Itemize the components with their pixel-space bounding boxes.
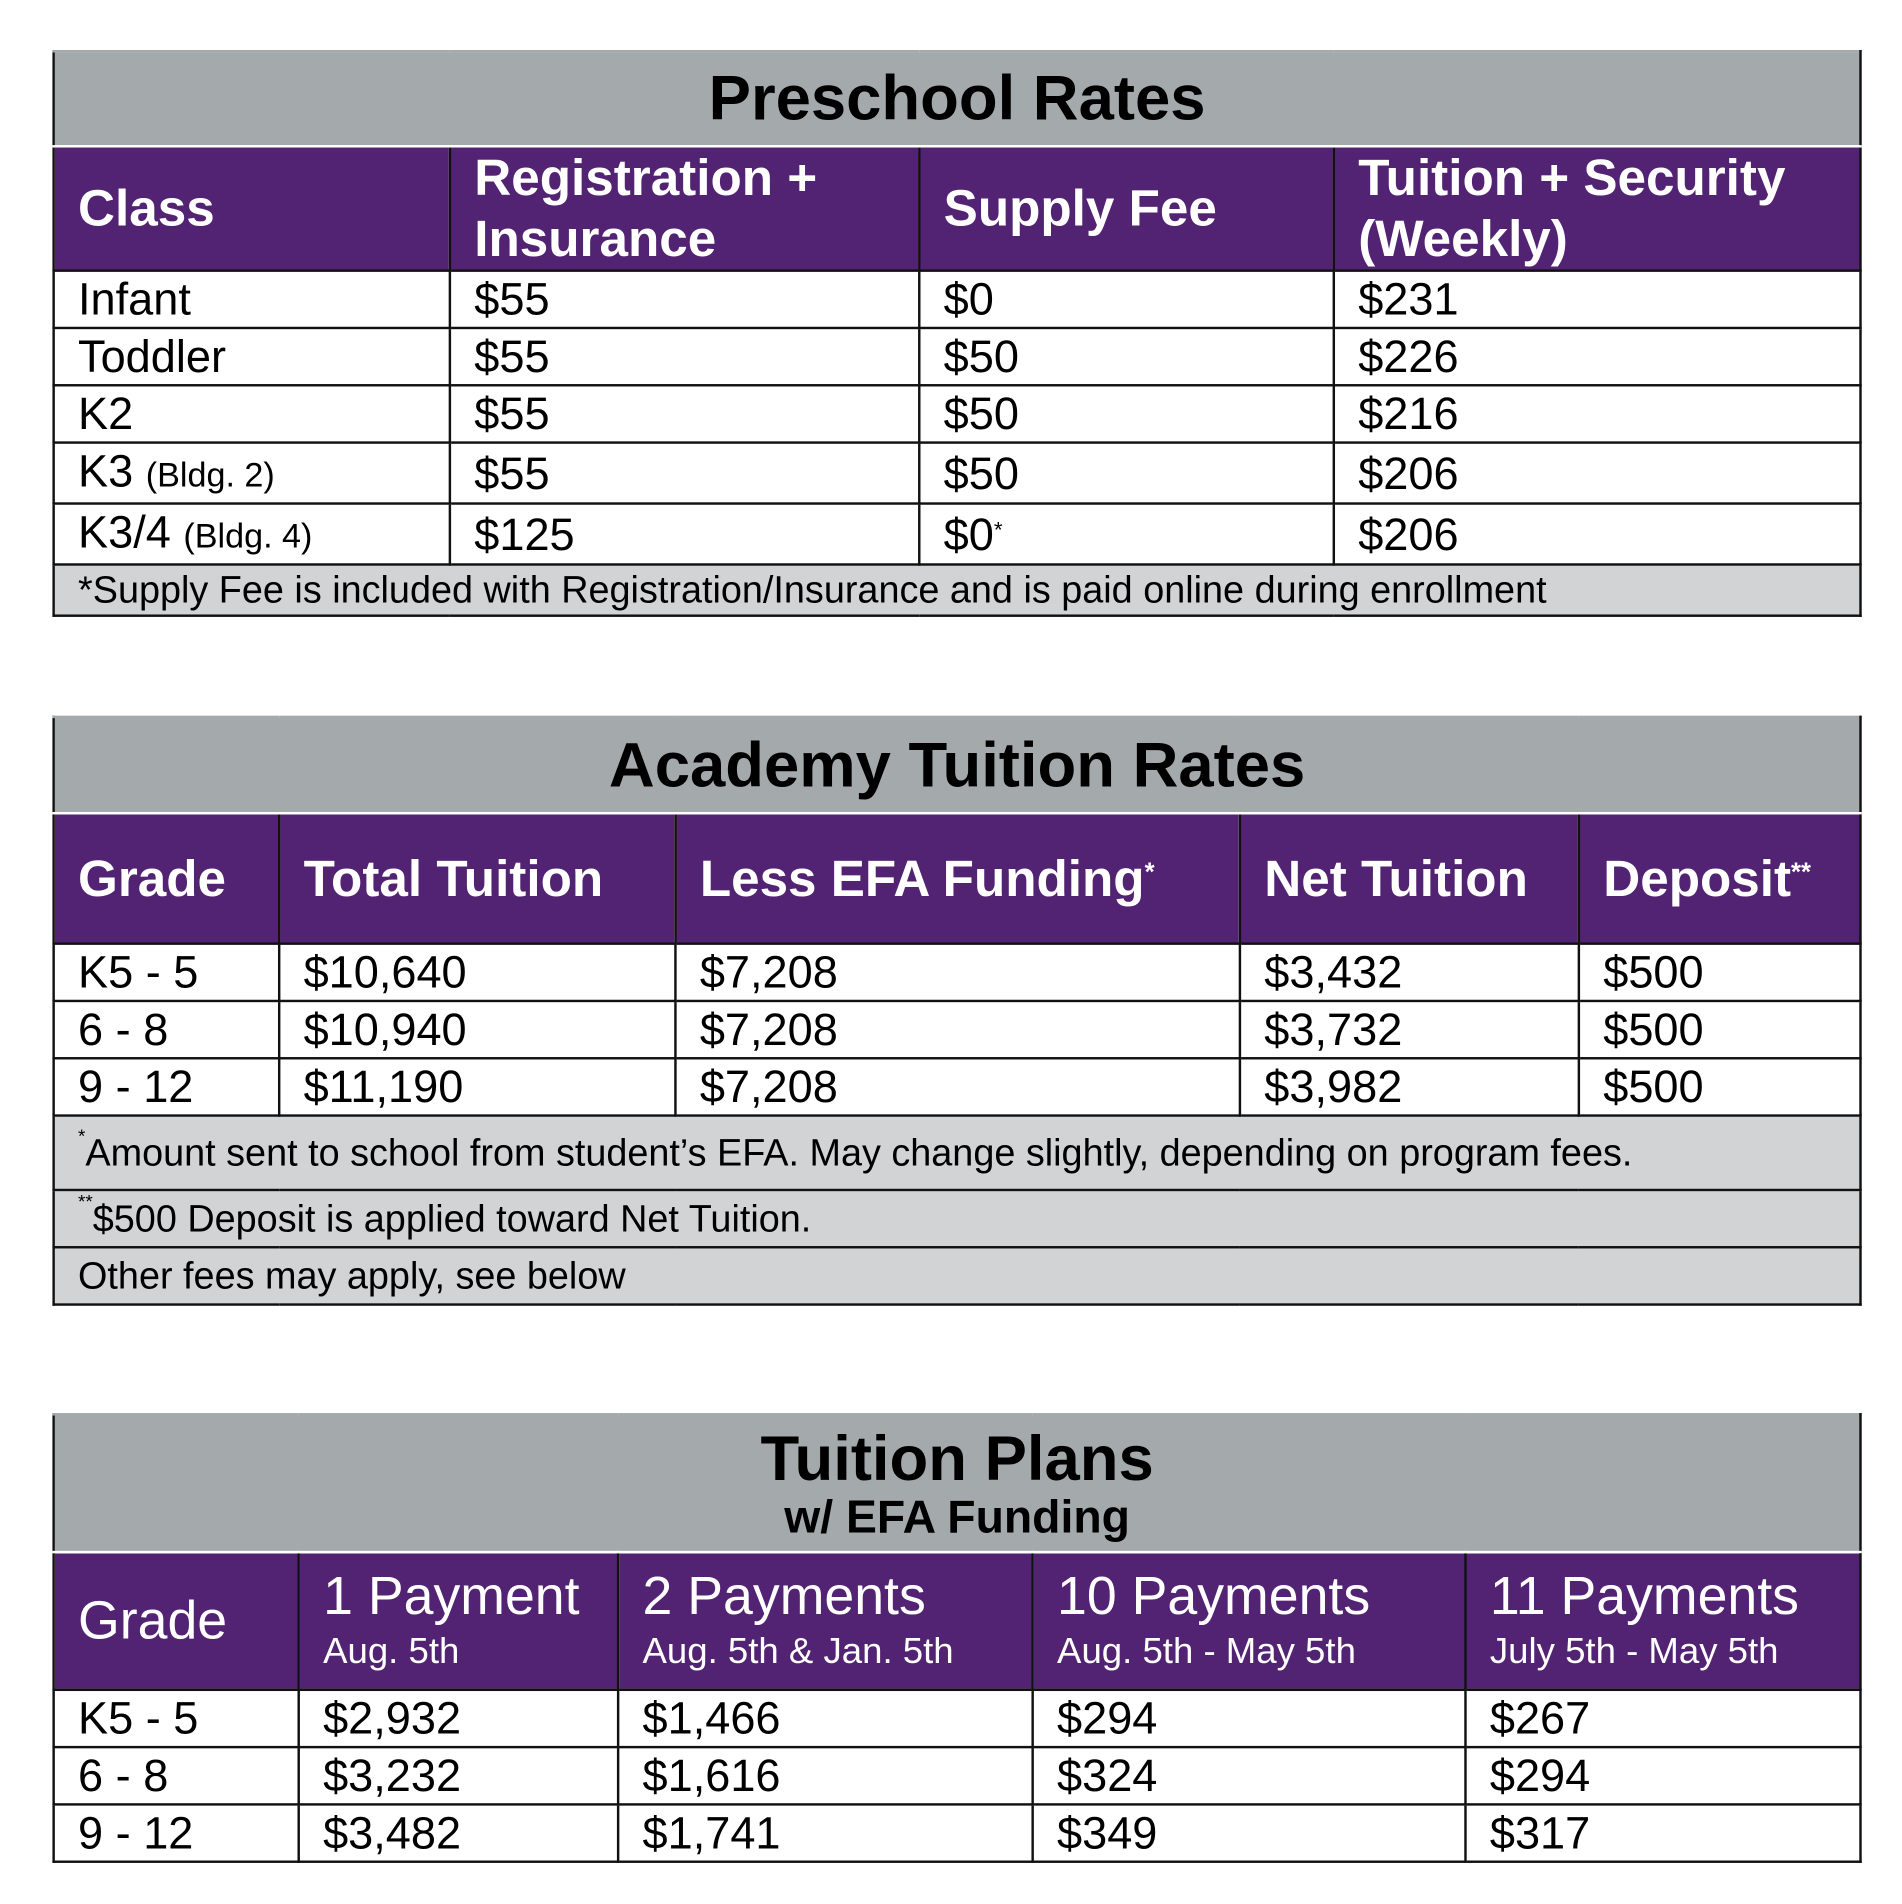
table-row: [54, 271, 1861, 328]
note-row: [54, 1190, 1861, 1247]
grade-cell: 9 - 12: [54, 1804, 299, 1861]
total-tuition-cell: $11,190: [279, 1058, 675, 1115]
registration-cell: $55: [450, 271, 919, 328]
net-tuition-cell: $3,982: [1240, 1058, 1579, 1115]
academy-note: [54, 1190, 1861, 1247]
header-tuition-security: Tuition + Security (Weekly): [1334, 146, 1861, 270]
supply-fee-value: $50: [943, 331, 1019, 382]
less-efa-cell: $7,208: [675, 1058, 1239, 1115]
academy-tuition-table: [52, 716, 1861, 1306]
supply-fee-cell: [919, 385, 1334, 442]
header-deposit: [1579, 813, 1861, 943]
header-net-tuition: Net Tuition: [1240, 813, 1579, 943]
less-efa-cell: $7,208: [675, 944, 1239, 1001]
header-supply-fee: Supply Fee: [919, 146, 1334, 270]
tuition-cell: $206: [1334, 443, 1861, 504]
class-name: Toddler: [78, 331, 226, 382]
header-less-efa-label: Less EFA Funding: [699, 849, 1145, 907]
payment-amount-cell: $349: [1033, 1804, 1466, 1861]
class-cell: [54, 271, 450, 328]
academy-note: [54, 1116, 1861, 1190]
net-tuition-cell: $3,732: [1240, 1001, 1579, 1058]
class-name: K3/4: [78, 507, 171, 558]
table-row: [54, 504, 1861, 565]
supply-fee-value: $50: [943, 448, 1019, 499]
supply-fee-value: $0: [943, 509, 994, 560]
table-row: [54, 944, 1861, 1001]
registration-cell: $55: [450, 385, 919, 442]
payment-amount-cell: $1,616: [618, 1747, 1033, 1804]
header-payment-plan: [299, 1552, 618, 1690]
plan-dates: Aug. 5th: [323, 1630, 460, 1671]
plan-label: 1 Payment: [323, 1566, 580, 1626]
preschool-title: Preschool Rates: [54, 51, 1861, 146]
payment-amount-cell: $3,232: [299, 1747, 618, 1804]
table-row: [54, 1804, 1861, 1861]
table-row: [54, 1058, 1861, 1115]
note-row: [54, 1116, 1861, 1190]
supply-fee-value: $0: [943, 274, 994, 325]
header-deposit-label: Deposit: [1603, 849, 1792, 907]
class-cell: [54, 385, 450, 442]
class-name: K3: [78, 446, 134, 497]
supply-fee-cell: [919, 443, 1334, 504]
payment-amount-cell: $2,932: [299, 1690, 618, 1747]
total-tuition-cell: $10,940: [279, 1001, 675, 1058]
registration-cell: $55: [450, 443, 919, 504]
note-row: [54, 1247, 1861, 1304]
less-efa-cell: $7,208: [675, 1001, 1239, 1058]
tuition-plans-table: [52, 1413, 1861, 1863]
header-registration: Registration + Insurance: [450, 146, 919, 270]
footnote-mark: *: [78, 1127, 86, 1148]
registration-cell: $125: [450, 504, 919, 565]
tuition-cell: $216: [1334, 385, 1861, 442]
payment-amount-cell: $294: [1465, 1747, 1860, 1804]
table-row: [54, 443, 1861, 504]
plan-label: 10 Payments: [1057, 1566, 1371, 1626]
header-class: Class: [54, 146, 450, 270]
preschool-footnote: *Supply Fee is included with Registration/Insurance and is paid online during enrollment: [54, 564, 1861, 615]
grade-cell: 6 - 8: [54, 1001, 280, 1058]
footnote-mark: *: [993, 516, 1003, 543]
header-grade: Grade: [54, 813, 280, 943]
deposit-cell: $500: [1579, 944, 1861, 1001]
payment-amount-cell: $317: [1465, 1804, 1860, 1861]
class-cell: [54, 504, 450, 565]
tuition-cell: $226: [1334, 328, 1861, 385]
class-name: Infant: [78, 274, 191, 325]
supply-fee-value: $50: [943, 388, 1019, 439]
plans-subtitle: w/ EFA Funding: [784, 1491, 1130, 1543]
header-payment-plan: [1465, 1552, 1860, 1690]
deposit-cell: $500: [1579, 1001, 1861, 1058]
header-grade: Grade: [54, 1552, 299, 1690]
note-text: $500 Deposit is applied toward Net Tuition.: [92, 1196, 812, 1240]
total-tuition-cell: $10,640: [279, 944, 675, 1001]
academy-title: Academy Tuition Rates: [54, 717, 1861, 813]
payment-amount-cell: $1,466: [618, 1690, 1033, 1747]
plan-label: 2 Payments: [642, 1566, 926, 1626]
table-row: [54, 1001, 1861, 1058]
header-payment-plan: [1033, 1552, 1466, 1690]
footnote-mark: *: [1144, 858, 1155, 887]
deposit-cell: $500: [1579, 1058, 1861, 1115]
note-text: Amount sent to school from student’s EFA. May change slightly, depending on program fees.: [85, 1130, 1633, 1174]
footnote-mark: **: [78, 1192, 93, 1214]
header-payment-plan: [618, 1552, 1033, 1690]
class-name: K2: [78, 388, 134, 439]
payment-amount-cell: $294: [1033, 1690, 1466, 1747]
payment-amount-cell: $267: [1465, 1690, 1860, 1747]
footnote-mark: **: [1791, 858, 1811, 887]
supply-fee-cell: [919, 271, 1334, 328]
plans-title: Tuition Plans: [760, 1423, 1154, 1495]
supply-fee-cell: [919, 328, 1334, 385]
plans-title-cell: [54, 1414, 1861, 1552]
net-tuition-cell: $3,432: [1240, 944, 1579, 1001]
table-row: [54, 385, 1861, 442]
tuition-cell: $231: [1334, 271, 1861, 328]
preschool-rates-table: [52, 50, 1861, 617]
grade-cell: K5 - 5: [54, 1690, 299, 1747]
class-cell: [54, 328, 450, 385]
table-row: [54, 1690, 1861, 1747]
plan-dates: Aug. 5th & Jan. 5th: [642, 1630, 954, 1671]
plan-dates: Aug. 5th - May 5th: [1057, 1630, 1356, 1671]
table-row: [54, 1747, 1861, 1804]
plan-label: 11 Payments: [1489, 1566, 1799, 1626]
grade-cell: K5 - 5: [54, 944, 280, 1001]
registration-cell: $55: [450, 328, 919, 385]
payment-amount-cell: $1,741: [618, 1804, 1033, 1861]
header-total-tuition: Total Tuition: [279, 813, 675, 943]
grade-cell: 9 - 12: [54, 1058, 280, 1115]
table-row: [54, 328, 1861, 385]
payment-amount-cell: $3,482: [299, 1804, 618, 1861]
building-note: (Bldg. 4): [183, 516, 313, 555]
header-less-efa: [675, 813, 1239, 943]
supply-fee-cell: [919, 504, 1334, 565]
tuition-cell: $206: [1334, 504, 1861, 565]
academy-note: [54, 1247, 1861, 1304]
building-note: (Bldg. 2): [145, 455, 275, 494]
plan-dates: July 5th - May 5th: [1489, 1630, 1779, 1671]
note-text: Other fees may apply, see below: [78, 1253, 626, 1297]
class-cell: [54, 443, 450, 504]
grade-cell: 6 - 8: [54, 1747, 299, 1804]
payment-amount-cell: $324: [1033, 1747, 1466, 1804]
